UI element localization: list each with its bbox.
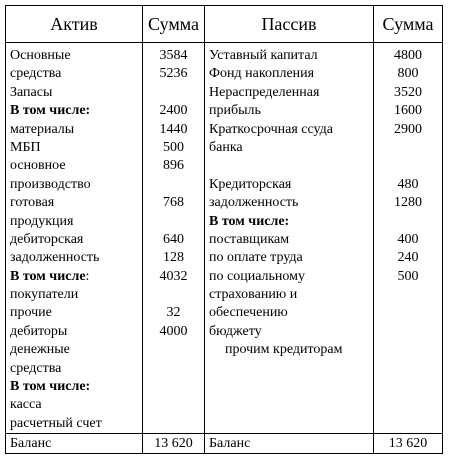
asset-row: денежные: [10, 342, 70, 358]
footer-asset-total: 13 620: [154, 436, 193, 451]
asset-sum: [143, 84, 204, 102]
header-asset: Актив: [50, 13, 98, 34]
asset-row: задолженность: [10, 250, 100, 266]
liability-row: поставщикам: [209, 231, 290, 247]
liability-row: обеспечению: [209, 305, 288, 321]
liability-sum: [374, 157, 442, 175]
liability-row: Кредиторская: [209, 176, 292, 192]
liability-row: прибыль: [209, 103, 261, 119]
liability-sum-column: [374, 47, 442, 360]
asset-sum-column: [143, 47, 204, 433]
asset-sum: [143, 176, 204, 194]
liability-sum: 3520: [394, 84, 422, 100]
liability-sum: [374, 341, 442, 359]
asset-sum: 1440: [159, 121, 188, 137]
asset-sum: [143, 378, 204, 396]
liability-row: Уставный капитал: [209, 48, 318, 63]
liability-sum: [374, 323, 442, 341]
asset-row: расчетный счет: [10, 415, 102, 431]
asset-row: основное: [10, 158, 66, 174]
liability-row: Краткосрочная ссуда: [209, 121, 333, 137]
header-sum-liability: Сумма: [382, 13, 434, 34]
asset-sum: 128: [163, 250, 184, 266]
liability-row: [209, 157, 373, 175]
asset-column: [10, 47, 140, 433]
liability-row: Нераспределенная: [209, 84, 320, 100]
asset-sum: [143, 213, 204, 231]
liability-sum: [374, 304, 442, 322]
liability-sum: 1600: [394, 103, 422, 119]
asset-row: дебиторская: [10, 231, 84, 247]
header-liability: Пассив: [261, 13, 317, 34]
footer-liability-total: 13 620: [388, 436, 428, 451]
footer-asset-label: Баланс: [10, 436, 52, 451]
asset-row: В том числе:: [10, 379, 91, 395]
liability-sum: 4800: [394, 48, 422, 63]
liability-column: [209, 47, 373, 360]
liability-sum: [374, 139, 442, 157]
asset-sum: 500: [163, 139, 184, 155]
asset-sum: 5236: [159, 66, 188, 82]
footer-liability-label: Баланс: [209, 436, 251, 451]
asset-sum: 640: [163, 231, 184, 247]
asset-sum: [143, 286, 204, 304]
asset-row: материалы: [10, 121, 75, 137]
liability-sum: 240: [397, 250, 419, 266]
asset-sum: [143, 415, 204, 433]
asset-row: Основные: [10, 48, 71, 63]
asset-row: прочие: [10, 305, 52, 321]
asset-row: продукция: [10, 213, 74, 229]
liability-row: В том числе:: [209, 213, 290, 229]
asset-row: готовая: [10, 195, 55, 211]
liability-sum: [374, 213, 442, 231]
liability-row: страхованию и: [209, 287, 298, 303]
liability-sum: 2900: [394, 121, 422, 137]
asset-row: покупатели: [10, 287, 79, 303]
asset-sum: 32: [166, 305, 181, 321]
liability-row: бюджету: [209, 323, 262, 339]
liability-row: банка: [209, 139, 243, 155]
balance-table: [5, 5, 443, 454]
asset-sum: 4000: [159, 323, 188, 339]
liability-row: по оплате труда: [209, 250, 303, 266]
asset-row: средства: [10, 66, 62, 82]
asset-sum: 3584: [159, 48, 188, 63]
asset-row: В том числе:: [10, 103, 91, 119]
liability-row: прочим кредиторам: [225, 342, 343, 358]
liability-sum: [374, 286, 442, 304]
header-sum-asset: Сумма: [148, 13, 199, 34]
liability-row: задолженность: [209, 195, 299, 211]
asset-row: дебиторы: [10, 323, 68, 339]
asset-row: В том числе:: [10, 268, 90, 284]
asset-sum: [143, 360, 204, 378]
asset-sum: 2400: [159, 103, 188, 119]
asset-row: производство: [10, 176, 91, 192]
asset-row: средства: [10, 360, 62, 376]
liability-row: по социальному: [209, 268, 305, 284]
asset-sum: [143, 396, 204, 414]
asset-row: Запасы: [10, 84, 53, 100]
asset-sum: [143, 341, 204, 359]
liability-sum: 1280: [394, 195, 422, 211]
liability-sum: 500: [397, 268, 419, 284]
asset-sum: 768: [163, 195, 184, 211]
liability-sum: 480: [397, 176, 419, 192]
asset-row: касса: [10, 397, 42, 413]
liability-sum: 400: [397, 231, 419, 247]
column-divider: [204, 6, 205, 453]
liability-row: Фонд накопления: [209, 66, 315, 82]
asset-sum: 896: [163, 158, 184, 174]
asset-row: МБП: [10, 139, 41, 155]
header-divider: [6, 42, 442, 43]
asset-sum: 4032: [159, 268, 188, 284]
liability-sum: 800: [397, 66, 419, 82]
